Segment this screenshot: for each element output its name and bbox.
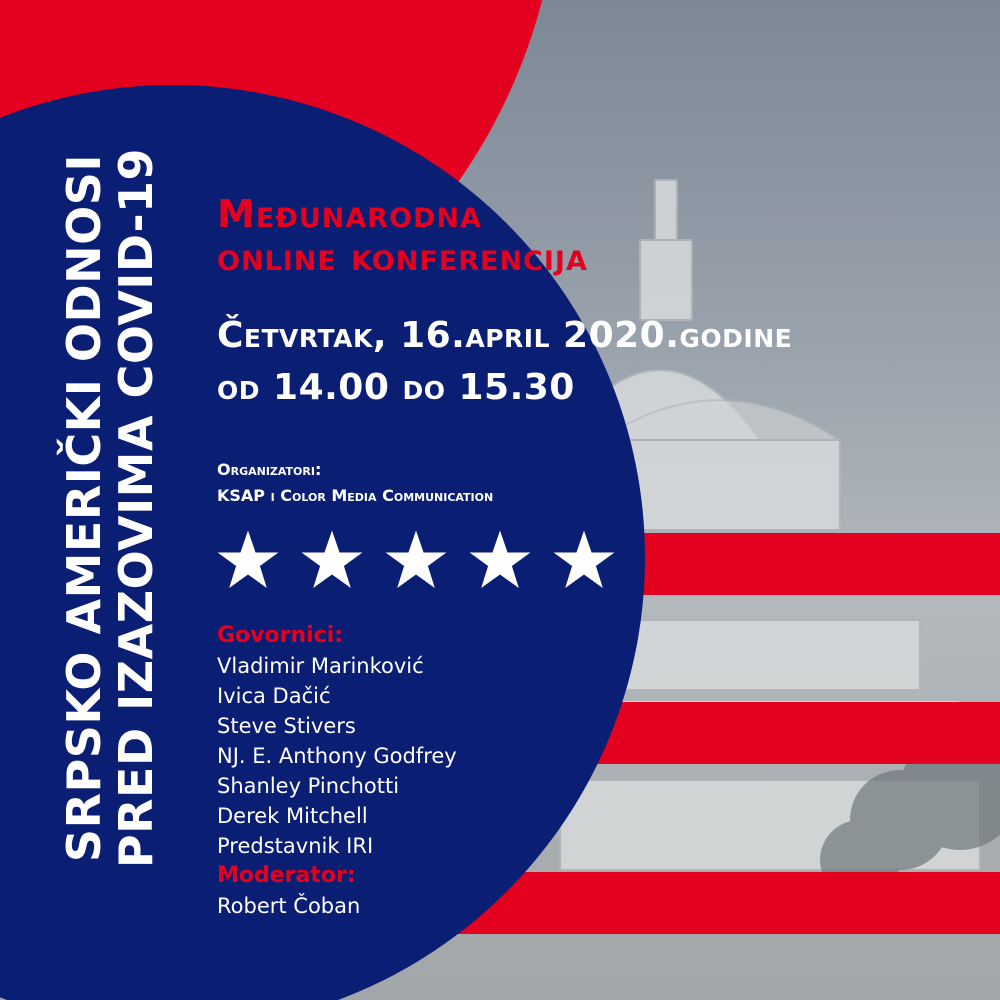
vertical-title (58, 148, 162, 868)
speaker-item: Steve Stivers (217, 714, 356, 738)
conference-headline (217, 193, 588, 279)
organizers-label: Organizatori: (217, 460, 322, 479)
speakers-block (217, 621, 457, 921)
date-line: Četvrtak, 16.april 2020.godine (217, 315, 793, 356)
speaker-item: NJ. E. Anthony Godfrey (217, 744, 457, 768)
headline-line-1: Međunarodna (217, 192, 482, 236)
speaker-item: Shanley Pinchotti (217, 774, 400, 798)
star-icon (216, 528, 280, 592)
speaker-item: Predstavnik IRI (217, 834, 374, 858)
star-icon (300, 528, 364, 592)
organizers-block (217, 457, 493, 509)
stars-row (216, 528, 616, 592)
vertical-title-line-1: SRPSKO AMERIČKI ODNOSI (57, 153, 111, 863)
star-icon (384, 528, 448, 592)
headline-line-2: online konferencija (217, 235, 588, 279)
moderator-label: Moderator: (217, 863, 356, 888)
event-date (217, 310, 792, 414)
star-icon (468, 528, 532, 592)
organizers-names: KSAP i Color Media Communication (217, 486, 494, 505)
star-icon (552, 528, 616, 592)
vertical-title-line-2: PRED IZAZOVIMA COVID-19 (109, 147, 163, 869)
speaker-item: Derek Mitchell (217, 804, 368, 828)
moderator-name: Robert Čoban (217, 894, 361, 918)
time-line: od 14.00 do 15.30 (217, 367, 575, 408)
speaker-item: Ivica Dačić (217, 684, 331, 708)
speakers-label: Govornici: (217, 623, 344, 648)
speaker-item: Vladimir Marinković (217, 654, 424, 678)
speakers-list (217, 651, 457, 861)
